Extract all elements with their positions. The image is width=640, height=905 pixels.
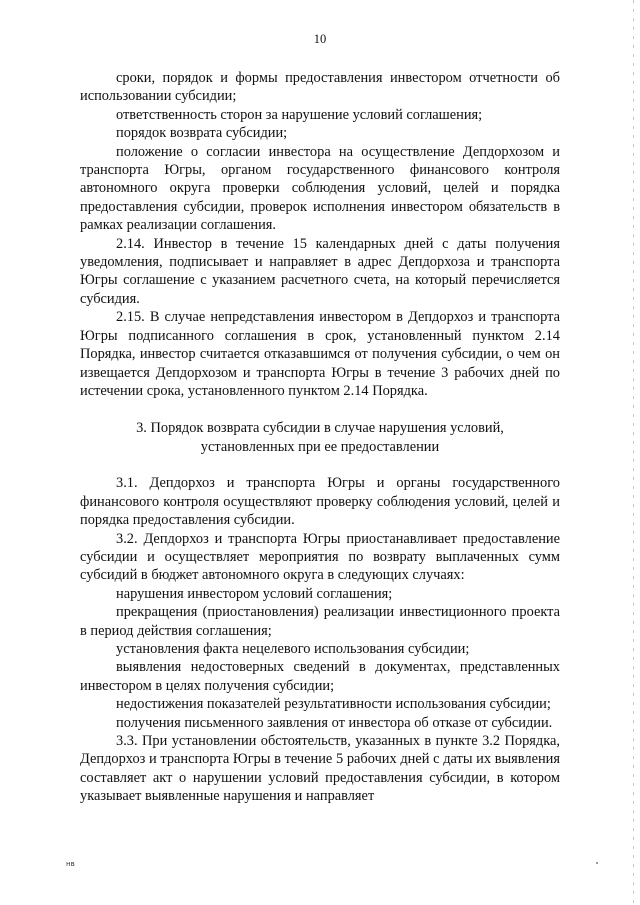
paragraph-2-15: 2.15. В случае непредставления инвестором в Депдорхоз и транспорта Югры подписанного соглашения в срок, установленный пунктом 2.14 Порядка, инвестор считается отказавшимся от получения субсидии, о чем он извещается Депдорхозом и транспорта Югры в течение 3 рабочих дней по истечении срока, установленного пунктом 2.14 Порядка. [80,309,560,399]
page-number: 10 [313,32,327,46]
list-item-agreement-violation: нарушения инвестором условий соглашения; [116,585,393,602]
paragraph-3-2: 3.2. Депдорхоз и транспорта Югры приостанавливает предоставление субсидии и осуществляет мероприятия по возврату выплаченных сумм субсидий в бюджет автономного округа в следующих случаях: [80,530,560,584]
document-body [80,69,560,806]
paragraph-investor-consent: положение о согласии инвестора на осуществление Депдорхозом и транспорта Югры, органом государственного финансового контроля автономного округа проверки соблюдения условий, целей и порядка предоставления субсидии, проверок исполнения инвестором обязательств в рамках реализации соглашения. [80,143,560,234]
paragraph-reporting-terms: сроки, порядок и формы предоставления инвестором отчетности об использовании субсидии; [80,70,560,105]
list-item-misuse: установления факта нецелевого использования субсидии; [116,640,470,657]
paragraph-3-1: 3.1. Депдорхоз и транспорта Югры и органы государственного финансового контроля осуществляют проверку соблюдения условий, целей и порядка предоставления субсидии. [80,475,560,529]
list-item-written-refusal: получения письменного заявления от инвестора об отказе от субсидии. [116,714,553,731]
scan-dot [596,862,598,864]
list-item-false-information: выявления недостоверных сведений в документах, представленных инвестором в целях получения субсидии; [80,659,560,694]
list-item-indicators-not-met: недостижения показателей результативности использования субсидии; [116,696,551,713]
paragraph-2-14: 2.14. Инвестор в течение 15 календарных дней с даты получения уведомления, подписывает и направляет в адрес Депдорхоза и транспорта Югры соглашение с указанием расчетного счета, на который перечисляется субсидия. [80,235,560,307]
scan-edge-line [633,0,634,905]
section-3-heading-line-2: установленных при ее предоставлении [200,439,440,456]
section-3-heading [80,419,560,457]
section-3-heading-line-1: 3. Порядок возврата субсидии в случае нарушения условий, [136,420,504,437]
paragraph-return-procedure: порядок возврата субсидии; [116,125,288,142]
footer-initials: нв [66,860,75,868]
paragraph-liability: ответственность сторон за нарушение условий соглашения; [116,106,483,123]
paragraph-3-3: 3.3. При установлении обстоятельств, указанных в пункте 3.2 Порядка, Депдорхоз и транспорта Югры в течение 5 рабочих дней с даты их выявления составляет акт о нарушении условий предоставления субсидии, в котором указывает выявленные нарушения и направляет [80,733,560,805]
list-item-project-termination: прекращения (приостановления) реализации инвестиционного проекта в период действия соглашения; [80,604,560,639]
